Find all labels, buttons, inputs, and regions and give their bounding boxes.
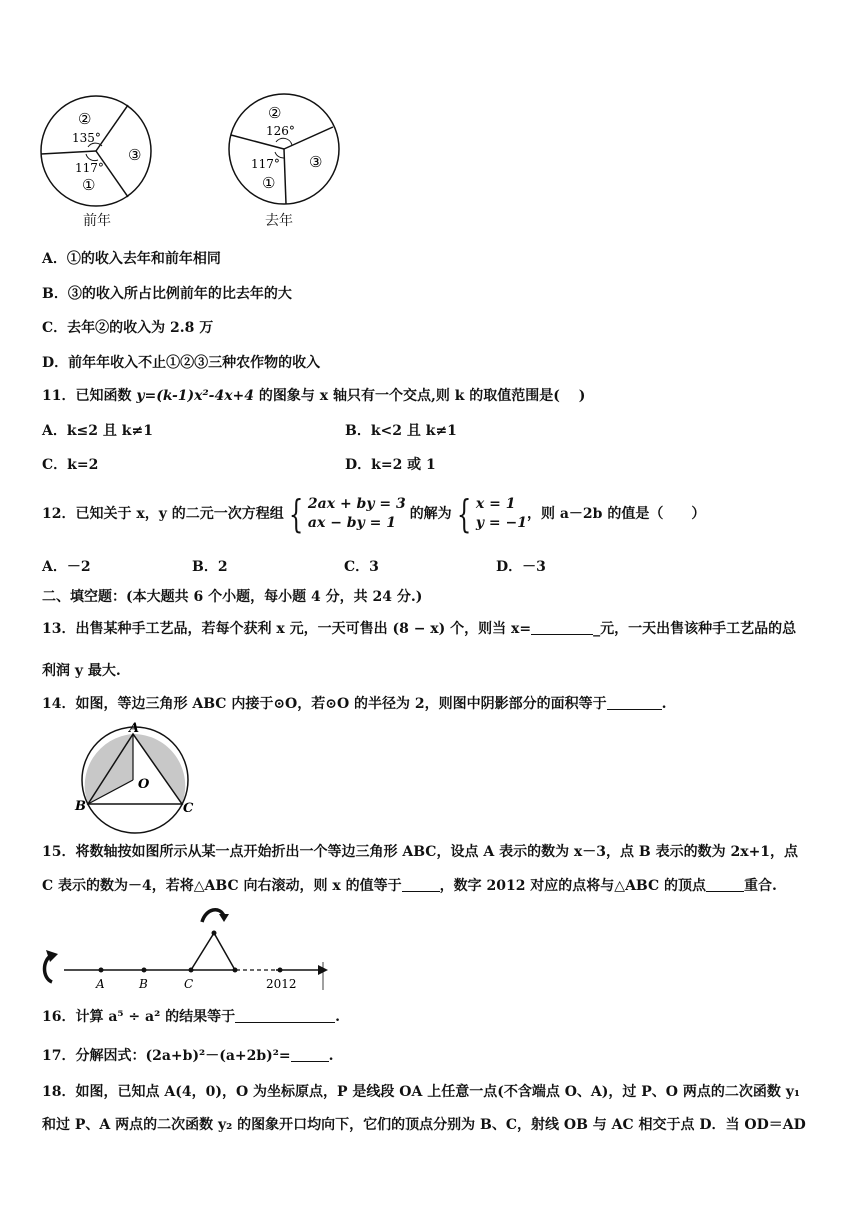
q11-option-b: B．k<2 且 k≠1 (345, 423, 457, 439)
pie-last-label-1: ① (262, 174, 276, 192)
q15-answer-blank-2[interactable] (706, 877, 744, 892)
q14-stem (42, 695, 667, 713)
q16-stem (42, 1008, 340, 1026)
q12-s1: x = 1 (475, 496, 516, 512)
q14-answer-blank[interactable] (607, 695, 662, 710)
q11-stem (42, 387, 585, 405)
pie-last-caption: 去年 (265, 213, 293, 229)
q14-label-a: A (129, 722, 140, 736)
q12-eq2: ax − by = 1 (307, 515, 396, 531)
pie-last-label-2: ② (268, 104, 282, 122)
q12-brace-2: { (456, 492, 472, 536)
q15-line2 (42, 877, 777, 895)
q12-s2: y = −1 (475, 515, 527, 531)
q12-stem (42, 490, 705, 538)
q12-option-a: A．－2 (42, 559, 91, 575)
q11-option-c: C．k=2 (42, 457, 99, 473)
q12-solution (476, 495, 527, 533)
q13-line1 (42, 620, 796, 638)
pie-front-caption: 前年 (83, 213, 111, 229)
q18-line2: 和过 P、A 两点的二次函数 y₂ 的图象开口均向下，它们的顶点分别为 B、C，射线 OB 与 AC 相交于点 D．当 OD＝AD (42, 1117, 806, 1133)
q10-option-d: D．前年年收入不止①②③三种农作物的收入 (42, 355, 321, 371)
q11-option-d: D．k=2 或 1 (345, 457, 436, 473)
q10-option-a: A．①的收入去年和前年相同 (42, 251, 221, 267)
pie-last-angle-2: 126° (266, 124, 295, 138)
q15-label-c: C (184, 977, 194, 991)
pie-front-label-2: ② (78, 110, 92, 128)
pie-front-angle-1: 117° (75, 161, 104, 175)
q15-line1: 15．将数轴按如图所示从某一点开始折出一个等边三角形 ABC，设点 A 表示的数为 x－3，点 B 表示的数为 2x+1，点 (42, 844, 799, 860)
pie-last-angle-1: 117° (251, 157, 280, 171)
q14-label-c: C (183, 801, 194, 816)
q15-label-2012: 2012 (266, 977, 297, 991)
q14-figure (74, 722, 204, 834)
q14-end: . (661, 696, 667, 712)
q14-label-o: O (138, 777, 150, 792)
pie-front-label-3: ③ (128, 146, 142, 164)
q14-text: 14．如图，等边三角形 ABC 内接于⊙O，若⊙O 的半径为 2，则图中阴影部分的面积等于 (42, 696, 607, 712)
q17-answer-blank[interactable] (291, 1047, 329, 1062)
q15-line2-a: C 表示的数为－4，若将△ABC 向右滚动，则 x 的值等于 (42, 878, 402, 894)
q12-post: ，则 a－2b 的值是（ ） (526, 506, 706, 522)
q12-option-d: D．－3 (496, 559, 546, 575)
q12-option-b: B．2 (192, 559, 228, 575)
q13-line1-b: _元，一天出售该种手工艺品的总 (593, 621, 797, 637)
q13-line1-a: 13．出售某种手工艺品，若每个获利 x 元，一天可售出 (8 − x) 个，则当 x= (42, 621, 532, 637)
q15-line2-b: ，数字 2012 对应的点将与△ABC 的顶点 (439, 878, 707, 894)
q12-brace-1: { (288, 492, 304, 536)
q12-eq1: 2ax + by = 3 (307, 496, 406, 512)
q13-answer-blank[interactable] (531, 620, 593, 635)
q10-option-b: B．③的收入所占比例前年的比去年的大 (42, 286, 292, 302)
q15-figure (36, 900, 336, 995)
q12-option-c: C．3 (344, 559, 379, 575)
q11-rest: 的图象与 x 轴只有一个交点,则 k 的取值范围是( ) (254, 388, 586, 404)
q11-option-a: A．k≤2 且 k≠1 (42, 423, 153, 439)
q16-answer-blank[interactable] (235, 1008, 335, 1023)
q15-label-a: A (96, 977, 105, 991)
pie-last-label-3: ③ (309, 153, 323, 171)
q18-line1: 18．如图，已知点 A(4，0)，O 为坐标原点，P 是线段 OA 上任意一点(不含端点 O、A)，过 P、O 两点的二次函数 y₁ (42, 1084, 801, 1100)
q16-text: 16．计算 a⁵ ÷ a² 的结果等于 (42, 1009, 236, 1025)
q17-end: . (328, 1048, 334, 1064)
pie-front-label-1: ① (82, 176, 96, 194)
q15-line2-c: 重合. (744, 878, 777, 894)
q17-text: 17．分解因式：(2a+b)²－(a+2b)²= (42, 1048, 291, 1064)
q11-function: y=(k-1)x²-4x+4 (136, 388, 255, 404)
q12-mid: 的解为 (409, 506, 452, 522)
section-fill-in-heading: 二、填空题：(本大题共 6 个小题，每小题 4 分，共 24 分.) (42, 589, 423, 605)
q14-label-b: B (75, 799, 86, 814)
q12-system (308, 495, 406, 533)
q15-answer-blank-1[interactable] (402, 877, 440, 892)
pie-chart-last-year (220, 92, 360, 232)
q17-stem (42, 1047, 334, 1065)
pie-front-angle-2: 135° (72, 131, 101, 145)
q16-end: . (335, 1009, 340, 1025)
q12-pre: 12．已知关于 x，y 的二元一次方程组 (42, 506, 284, 522)
q10-option-c: C．去年②的收入为 2.8 万 (42, 320, 214, 336)
q15-label-b: B (139, 977, 148, 991)
q13-line2: 利润 y 最大. (42, 663, 121, 679)
q11-number: 11．已知函数 (42, 388, 137, 404)
